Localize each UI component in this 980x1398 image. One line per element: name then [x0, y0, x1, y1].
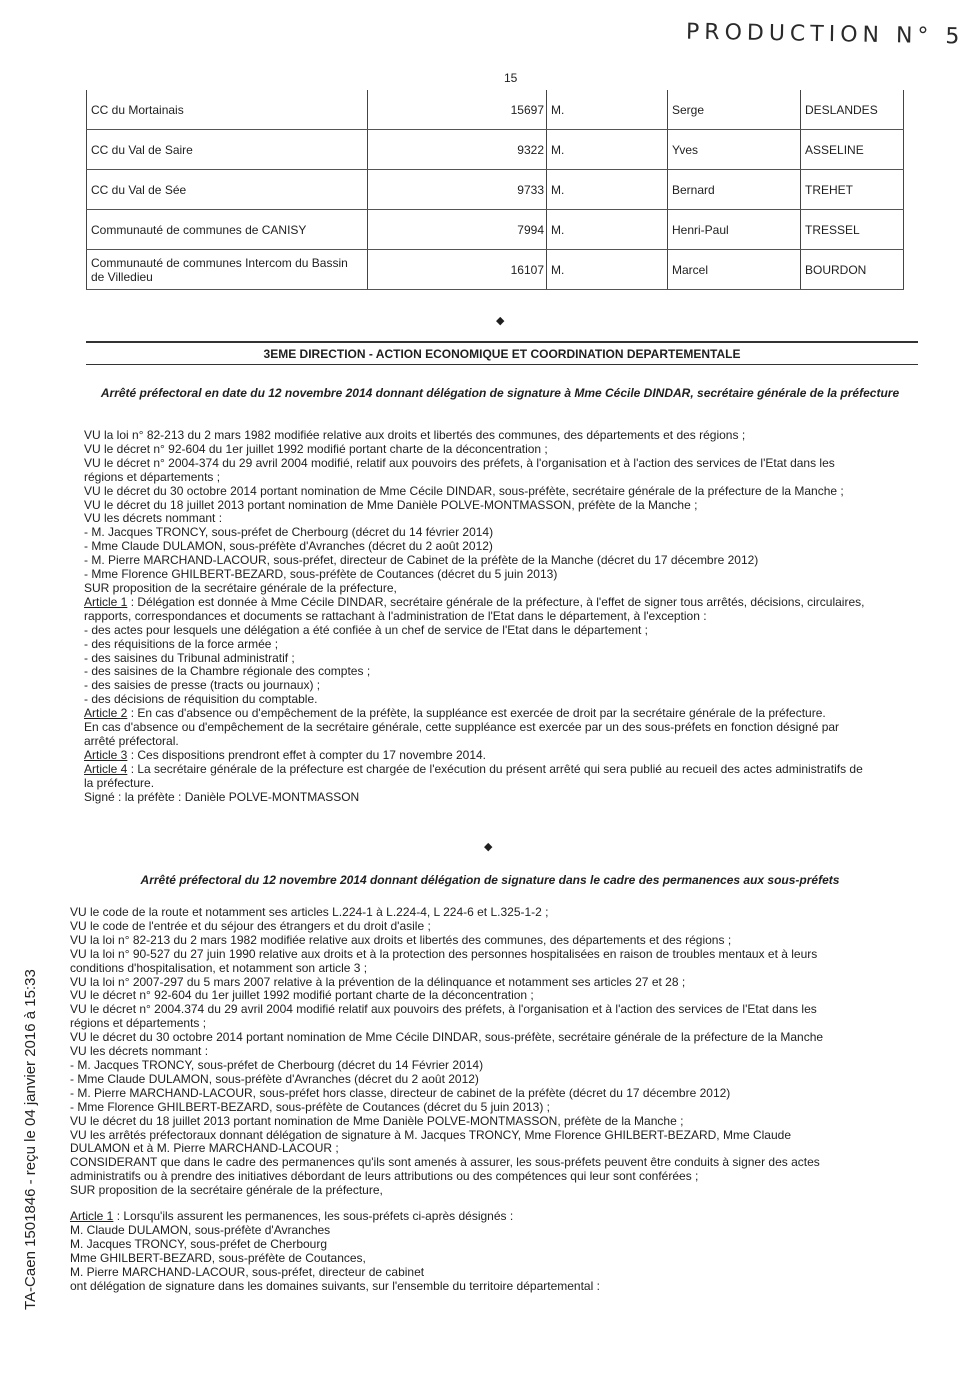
table-cell-population: 9322 [368, 130, 547, 170]
arrete1-line: - des saisies de presse (tracts ou journaux) ; [84, 678, 321, 693]
table-cell-last-name: DESLANDES [801, 90, 904, 130]
arrete1-article4 [84, 763, 914, 777]
arrete1-line: - des actes pour lesquels une délégation a été confiée à un chef de service de l'Etat dans le département ; [84, 622, 648, 637]
section-rule-top [86, 341, 918, 343]
article-text: : La secrétaire générale de la préfecture est chargée de l'exécution du présent arrêté qui sera publié au recueil des actes administratifs de [127, 761, 863, 776]
table-cell-population: 15697 [368, 90, 547, 130]
table-cell-first-name: Bernard [668, 170, 801, 210]
table-cell-civility: M. [547, 90, 668, 130]
arrete1-line: VU le décret n° 92-604 du 1er juillet 1992 modifié portant charte de la déconcentration ; [84, 441, 548, 456]
arrete2-line: VU la loi n° 82-213 du 2 mars 1982 modifiée relative aux droits et libertés des communes, des départements et des régions ; [70, 932, 732, 947]
arrete2-line: VU le décret du 18 juillet 2013 portant nomination de Mme Danièle POLVE-MONTMASSON, préfète de la Manche ; [70, 1113, 684, 1128]
table-cell-population: 7994 [368, 210, 547, 250]
arrete2-line: VU le décret du 30 octobre 2014 portant nomination de Mme Cécile DINDAR, sous-préfète, secrétaire générale de la préfecture de la Manche [70, 1030, 824, 1045]
table-cell-last-name: ASSELINE [801, 130, 904, 170]
table-cell-last-name: BOURDON [801, 250, 904, 290]
table-cell-name: Communauté de communes Intercom du Bassin de Villedieu [87, 250, 368, 290]
table-cell-civility: M. [547, 210, 668, 250]
arrete1-article3 [84, 749, 914, 763]
table-cell-first-name: Henri-Paul [668, 210, 801, 250]
arrete2-line: VU les décrets nommant : [70, 1044, 209, 1059]
arrete2-article1 [70, 1210, 920, 1224]
separator-diamond-icon: ◆ [496, 315, 505, 327]
arrete1-line: - Mme Claude DULAMON, sous-préfète d'Avranches (décret du 2 août 2012) [84, 539, 493, 554]
section-rule-bottom [86, 364, 918, 365]
arrete1-line: VU le décret du 18 juillet 2013 portant nomination de Mme Danièle POLVE-MONTMASSON, préfète de la Manche ; [84, 497, 698, 512]
table-cell-name: CC du Mortainais [87, 90, 368, 130]
article-text: : Ces dispositions prendront effet à compter du 17 novembre 2014. [127, 747, 487, 762]
arrete1-article2 [84, 707, 914, 721]
arrete2-line: VU le décret n° 92-604 du 1er juillet 1992 modifié portant charte de la déconcentration ; [70, 988, 534, 1003]
arrete2-line: - M. Pierre MARCHAND-LACOUR, sous-préfet hors classe, directeur de cabinet de la préfète (décret du 17 décembre 2012) [70, 1085, 731, 1100]
arrete1-line: - M. Jacques TRONCY, sous-préfet de Cherbourg (décret du 14 février 2014) [84, 525, 494, 540]
arrete2-line: M. Pierre MARCHAND-LACOUR, sous-préfet, directeur de cabinet [70, 1264, 425, 1279]
article-label: Article 2 [84, 706, 128, 721]
arrete1-line: VU la loi n° 82-213 du 2 mars 1982 modifiée relative aux droits et libertés des communes, des départements et des régions ; [84, 428, 746, 442]
table-cell-civility: M. [547, 130, 668, 170]
table-cell-population: 16107 [368, 250, 547, 290]
arrete1-line: - des saisines de la Chambre régionale des comptes ; [84, 664, 371, 679]
arrete1-line: - des saisines du Tribunal administratif ; [84, 650, 295, 665]
arrete1-line: SUR proposition de la secrétaire générale de la préfecture, [84, 580, 397, 595]
table-row [87, 130, 904, 170]
table-cell-population: 9733 [368, 170, 547, 210]
arrete2-line: DULAMON et à M. Pierre MARCHAND-LACOUR ; [70, 1141, 339, 1156]
arrete2-line: VU les arrêtés préfectoraux donnant délégation de signature à M. Jacques TRONCY, Mme Florence GHILBERT-BEZARD, Mme Claude [70, 1127, 791, 1142]
arrete1-line: - des décisions de réquisition du comptable. [84, 692, 318, 707]
arrete1-title: Arrêté préfectoral en date du 12 novembre 2014 donnant délégation de signature à Mme Cécile DINDAR, secrétaire générale de la préfecture [100, 386, 900, 400]
arrete1-line: VU le décret du 30 octobre 2014 portant nomination de Mme Cécile DINDAR, sous-préfète, secrétaire générale de la préfecture de la Manche ; [84, 483, 844, 498]
arrete1-line: - M. Pierre MARCHAND-LACOUR, sous-préfet, directeur de Cabinet de la préfète de la Manche (décret du 17 décembre 2012) [84, 553, 759, 568]
arrete2-body [70, 906, 920, 1293]
table-cell-name: Communauté de communes de CANISY [87, 210, 368, 250]
arrete2-line: M. Claude DULAMON, sous-préfète d'Avranches [70, 1222, 331, 1237]
article-label: Article 1 [84, 594, 128, 609]
article-text: : En cas d'absence ou d'empêchement de la préfète, la suppléance est exercée de droit par la secrétaire générale de la préfecture. [127, 706, 826, 721]
arrete2-line: - Mme Claude DULAMON, sous-préfète d'Avranches (décret du 2 août 2012) [70, 1071, 479, 1086]
table-cell-first-name: Serge [668, 90, 801, 130]
arrete1-line: En cas d'absence ou d'empêchement de la secrétaire générale, cette suppléance est exercée par un des sous-préfets en fonction désigné par [84, 720, 840, 735]
arrete2-line: VU le décret n° 2004.374 du 29 avril 2004 modifié relatif aux pouvoirs des préfets, à l'organisation et à l'action des services de l'Etat dans les [70, 1002, 817, 1017]
page-number: 15 [504, 71, 518, 85]
arrete2-line: administratifs ou à prendre des initiatives débordant de leurs attributions ou des compétences qui leur sont conférées ; [70, 1169, 699, 1184]
arrete1-line: VU le décret n° 2004-374 du 29 avril 2004 modifié, relatif aux pouvoirs des préfets, à l'organisation et à l'action des services de l'Etat dans les [84, 455, 835, 470]
table-cell-first-name: Yves [668, 130, 801, 170]
table-row [87, 250, 904, 290]
table-cell-last-name: TRESSEL [801, 210, 904, 250]
table-cell-first-name: Marcel [668, 250, 801, 290]
arrete1-line: - des réquisitions de la force armée ; [84, 636, 279, 651]
table-cell-name: CC du Val de Sée [87, 170, 368, 210]
arrete1-article1 [84, 596, 914, 610]
reception-stamp: TA-Caen 1501846 - reçu le 04 janvier 2016 à 15:33 [22, 969, 39, 1310]
separator-diamond-icon: ◆ [484, 841, 493, 853]
arrete2-line: VU le code de la route et notamment ses articles L.224-1 à L.224-4, L 224-6 et L.325-1-2 ; [70, 905, 549, 919]
article-label: Article 4 [84, 761, 128, 776]
arrete2-line: ont délégation de signature dans les domaines suivants, sur l'ensemble du territoire départemental : [70, 1278, 600, 1293]
arrete2-line: VU le code de l'entrée et du séjour des étrangers et du droit d'asile ; [70, 918, 431, 933]
handwritten-annotation: PRODUCTION N° 5 [685, 19, 965, 50]
section-heading: 3EME DIRECTION - ACTION ECONOMIQUE ET COORDINATION DEPARTEMENTALE [263, 347, 741, 361]
arrete1-line: - Mme Florence GHILBERT-BEZARD, sous-préfète de Coutances (décret du 5 juin 2013) [84, 567, 558, 582]
article-label: Article 1 [70, 1209, 114, 1224]
arrete2-line: SUR proposition de la secrétaire générale de la préfecture, [70, 1183, 383, 1198]
arrete2-line: - M. Jacques TRONCY, sous-préfet de Cherbourg (décret du 14 Février 2014) [70, 1057, 484, 1072]
arrete2-line: VU la loi n° 90-527 du 27 juin 1990 relative aux droits et à la protection des personnes hospitalisées en raison de troubles mentaux et à leurs [70, 946, 818, 961]
table-cell-last-name: TREHET [801, 170, 904, 210]
arrete1-line: régions et départements ; [84, 469, 221, 484]
arrete2-line: VU la loi n° 2007-297 du 5 mars 2007 relative à la prévention de la délinquance et notamment ses articles 27 et 28 ; [70, 974, 686, 989]
article-label: Article 3 [84, 747, 128, 762]
table-row [87, 90, 904, 130]
arrete2-line: Mme GHILBERT-BEZARD, sous-préfète de Coutances, [70, 1250, 366, 1265]
arrete2-line: régions et départements ; [70, 1016, 207, 1031]
arrete2-line: - Mme Florence GHILBERT-BEZARD, sous-préfète de Coutances (décret du 5 juin 2013) ; [70, 1099, 550, 1114]
arrete1-line: arrêté préfectoral. [84, 733, 179, 748]
arrete2-line: M. Jacques TRONCY, sous-préfet de Cherbourg [70, 1236, 328, 1251]
delegates-table [86, 90, 904, 290]
article-text: : Délégation est donnée à Mme Cécile DINDAR, secrétaire générale de la préfecture, à l'effet de signer tous arrêtés, décisions, circulaires, [127, 594, 865, 609]
arrete2-title: Arrêté préfectoral du 12 novembre 2014 donnant délégation de signature dans le cadre des permanences aux sous-préfets [140, 873, 840, 887]
arrete1-signature: Signé : la préfète : Danièle POLVE-MONTMASSON [84, 789, 360, 804]
article-text: : Lorsqu'ils assurent les permanences, les sous-préfets ci-après désignés : [113, 1209, 514, 1224]
arrete1-line: VU les décrets nommant : [84, 511, 223, 526]
table-cell-civility: M. [547, 170, 668, 210]
arrete1-body [84, 429, 914, 804]
arrete2-line: CONSIDERANT que dans le cadre des permanences qu'ils sont amenés à assurer, les sous-préfets peuvent être conduits à signer des actes [70, 1155, 820, 1170]
table-cell-name: CC du Val de Saire [87, 130, 368, 170]
table-row [87, 170, 904, 210]
table-row [87, 210, 904, 250]
table-cell-civility: M. [547, 250, 668, 290]
arrete1-line: rapports, correspondances et documents se rattachant à l'administration de l'Etat dans le département, à l'exception : [84, 608, 707, 623]
arrete1-line: la préfecture. [84, 775, 155, 790]
arrete2-line: conditions d'hospitalisation, et notamment son article 3 ; [70, 960, 368, 975]
